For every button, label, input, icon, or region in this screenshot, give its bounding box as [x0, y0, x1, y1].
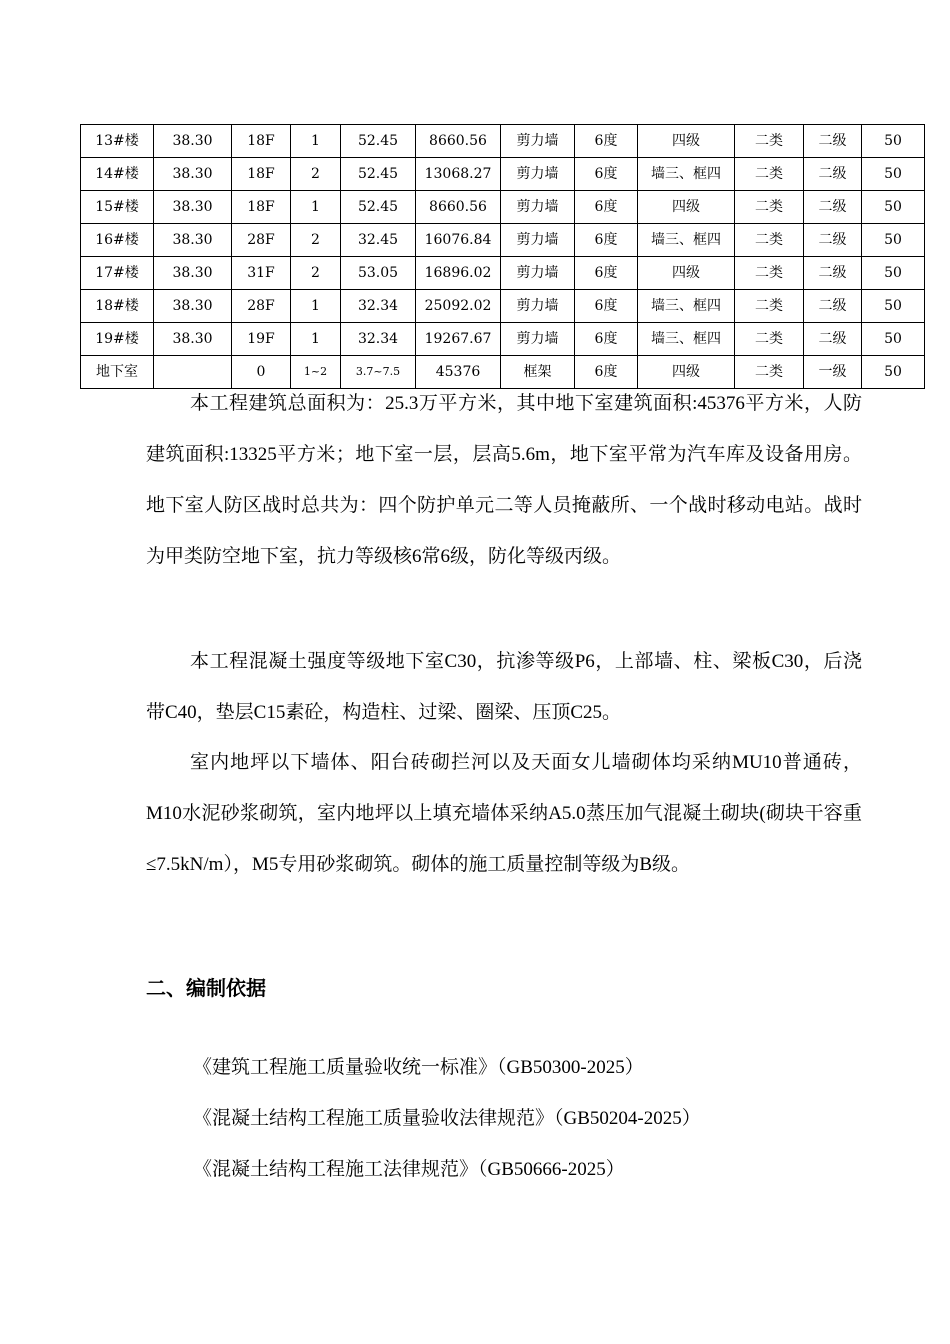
table-cell: 18F	[232, 191, 291, 224]
table-cell: 剪力墙	[501, 290, 575, 323]
table-cell: 四级	[638, 191, 735, 224]
table-cell: 2	[291, 257, 341, 290]
table-cell: 52.45	[341, 191, 416, 224]
table-row	[81, 257, 925, 290]
table-cell: 1	[291, 191, 341, 224]
table-cell: 53.05	[341, 257, 416, 290]
table-cell: 剪力墙	[501, 158, 575, 191]
reference-item: 《建筑工程施工质量验收统一标准》（GB50300-2025）	[193, 1057, 644, 1078]
table-cell: 四级	[638, 356, 735, 389]
table-cell: 28F	[232, 224, 291, 257]
table-cell: 二级	[804, 158, 862, 191]
paragraph-masonry: 室内地坪以下墙体、阳台砖砌拦河以及天面女儿墙砌体均采纳MU10普通砖，M10水泥砂浆砌筑，室内地坪以上填充墙体采纳A5.0蒸压加气混凝土砌块(砌块干容重≤7.5kN/m），M5专用砂浆砌筑。砌体的施工质量控制等级为B级。	[146, 752, 862, 875]
table-cell: 剪力墙	[501, 224, 575, 257]
table-cell: 一级	[804, 356, 862, 389]
table-cell: 2	[291, 158, 341, 191]
table-cell: 墙三、框四	[638, 158, 735, 191]
table-cell: 17#楼	[81, 257, 154, 290]
table-cell: 38.30	[154, 323, 232, 356]
table-cell: 6度	[575, 257, 638, 290]
table-cell: 二级	[804, 323, 862, 356]
table-row	[81, 191, 925, 224]
table-cell: 四级	[638, 125, 735, 158]
table-cell: 14#楼	[81, 158, 154, 191]
table-cell: 16#楼	[81, 224, 154, 257]
table-cell: 墙三、框四	[638, 290, 735, 323]
table-cell: 1	[291, 323, 341, 356]
table-cell: 地下室	[81, 356, 154, 389]
table-cell: 38.30	[154, 224, 232, 257]
table-cell: 1~2	[291, 356, 341, 389]
table-cell: 二类	[735, 290, 804, 323]
table-cell: 四级	[638, 257, 735, 290]
table-cell: 13068.27	[416, 158, 501, 191]
table-cell: 二类	[735, 224, 804, 257]
table-cell: 二级	[804, 191, 862, 224]
table-cell: 38.30	[154, 158, 232, 191]
table-cell: 剪力墙	[501, 125, 575, 158]
table-cell: 6度	[575, 125, 638, 158]
table-cell: 二级	[804, 224, 862, 257]
table-cell: 6度	[575, 191, 638, 224]
table-cell: 32.34	[341, 290, 416, 323]
table-cell: 50	[862, 191, 925, 224]
table-cell: 二级	[804, 257, 862, 290]
table-cell: 31F	[232, 257, 291, 290]
section-heading: 二、编制依据	[146, 976, 266, 1000]
table-cell: 15#楼	[81, 191, 154, 224]
table-cell: 墙三、框四	[638, 224, 735, 257]
table-cell: 二类	[735, 356, 804, 389]
table-cell: 50	[862, 323, 925, 356]
paragraph-building-area: 本工程建筑总面积为：25.3万平方米，其中地下室建筑面积:45376平方米，人防建筑面积:13325平方米；地下室一层，层高5.6m，地下室平常为汽车库及设备用房。地下室人防区战时总共为：四个防护单元二等人员掩蔽所、一个战时移动电站。战时为甲类防空地下室，抗力等级核6常6级，防化等级丙级。	[146, 393, 862, 567]
table-row	[81, 323, 925, 356]
table-cell: 8660.56	[416, 191, 501, 224]
table-row	[81, 224, 925, 257]
table-cell: 1	[291, 125, 341, 158]
table-cell: 3.7~7.5	[341, 356, 416, 389]
table-cell: 二类	[735, 125, 804, 158]
table-row	[81, 290, 925, 323]
table-cell: 剪力墙	[501, 191, 575, 224]
building-spec-table	[80, 124, 925, 389]
table-cell: 32.45	[341, 224, 416, 257]
table-cell: 6度	[575, 224, 638, 257]
table-cell: 18F	[232, 125, 291, 158]
table-cell: 6度	[575, 356, 638, 389]
table-cell: 38.30	[154, 257, 232, 290]
table-cell: 16076.84	[416, 224, 501, 257]
table-cell: 38.30	[154, 125, 232, 158]
table-cell: 32.34	[341, 323, 416, 356]
table-cell: 38.30	[154, 191, 232, 224]
reference-item: 《混凝土结构工程施工法律规范》（GB50666-2025）	[193, 1159, 625, 1180]
table-cell: 剪力墙	[501, 323, 575, 356]
table-cell: 19F	[232, 323, 291, 356]
table-cell: 25092.02	[416, 290, 501, 323]
table-cell: 6度	[575, 290, 638, 323]
table-cell: 52.45	[341, 125, 416, 158]
table-cell: 二级	[804, 125, 862, 158]
table-cell: 6度	[575, 158, 638, 191]
table-cell: 2	[291, 224, 341, 257]
table-cell: 28F	[232, 290, 291, 323]
table-cell: 50	[862, 125, 925, 158]
table-cell: 墙三、框四	[638, 323, 735, 356]
table-cell: 50	[862, 290, 925, 323]
table-cell: 二类	[735, 191, 804, 224]
table-cell: 50	[862, 356, 925, 389]
table-cell: 13#楼	[81, 125, 154, 158]
table-cell: 52.45	[341, 158, 416, 191]
table-cell: 50	[862, 224, 925, 257]
table-cell: 50	[862, 257, 925, 290]
table-cell: 19267.67	[416, 323, 501, 356]
table-cell: 18#楼	[81, 290, 154, 323]
table-cell: 16896.02	[416, 257, 501, 290]
table-cell: 1	[291, 290, 341, 323]
table-cell: 6度	[575, 323, 638, 356]
table-cell: 38.30	[154, 290, 232, 323]
paragraph-concrete-grade: 本工程混凝土强度等级地下室C30，抗渗等级P6，上部墙、柱、梁板C30，后浇带C40，垫层C15素砼，构造柱、过梁、圈梁、压顶C25。	[146, 651, 862, 723]
table-row	[81, 125, 925, 158]
table-row	[81, 158, 925, 191]
table-cell: 19#楼	[81, 323, 154, 356]
table-cell: 18F	[232, 158, 291, 191]
table-cell: 8660.56	[416, 125, 501, 158]
table-body	[81, 125, 925, 389]
table-cell: 二级	[804, 290, 862, 323]
table-cell: 框架	[501, 356, 575, 389]
table-cell: 50	[862, 158, 925, 191]
table-cell: 0	[232, 356, 291, 389]
reference-item: 《混凝土结构工程施工质量验收法律规范》（GB50204-2025）	[193, 1108, 701, 1129]
table-cell: 剪力墙	[501, 257, 575, 290]
table-cell: 45376	[416, 356, 501, 389]
table-cell: 二类	[735, 158, 804, 191]
table-cell: 二类	[735, 323, 804, 356]
table-cell: 二类	[735, 257, 804, 290]
